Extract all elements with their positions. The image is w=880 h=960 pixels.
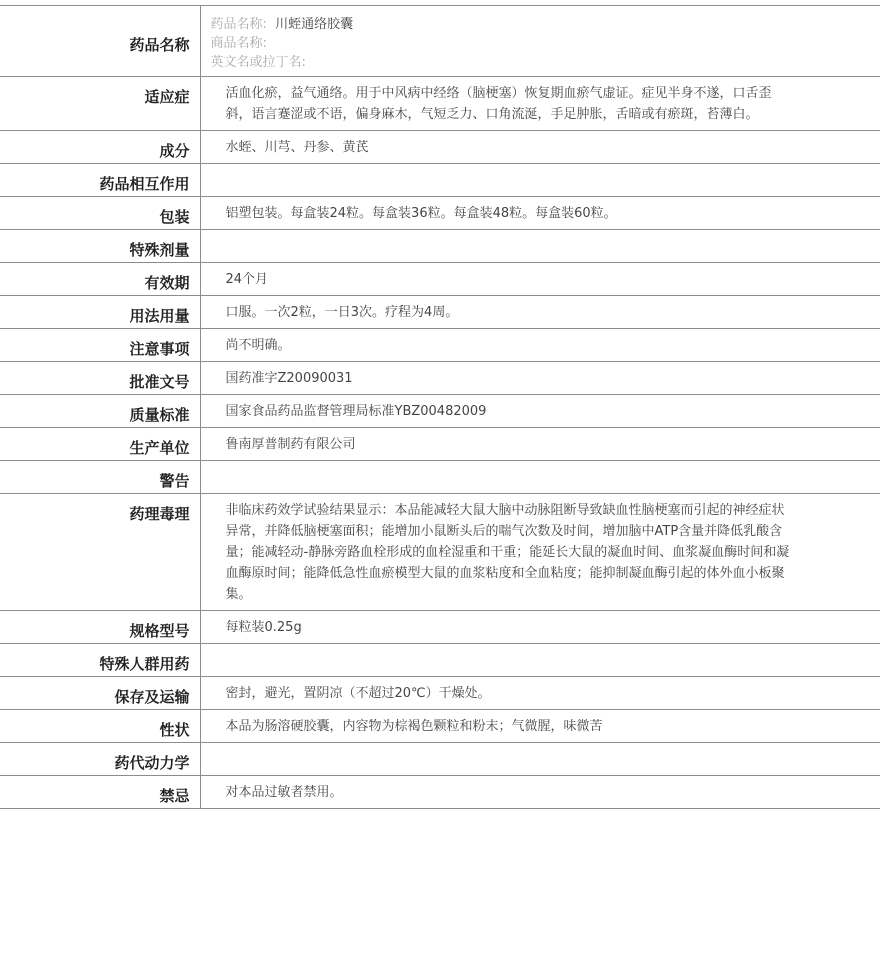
row-value: 每粒装0.25g xyxy=(225,620,302,635)
table-row xyxy=(0,494,880,611)
english-name-line xyxy=(211,53,791,72)
row-label: 适应症 xyxy=(0,77,200,131)
row-label: 注意事项 xyxy=(0,329,200,362)
row-value: 活血化瘀，益气通络。用于中风病中经络（脑梗塞）恢复期血瘀气虚证。症见半身不遂，口舌歪斜，语言蹇涩或不语，偏身麻木，气短乏力、口角流涎，手足肿胀，舌暗或有瘀斑，苔薄白。 xyxy=(225,86,772,122)
row-label: 批准文号 xyxy=(0,362,200,395)
row-value xyxy=(200,461,880,494)
trade-name-line xyxy=(211,34,791,53)
row-label: 药品名称 xyxy=(0,6,200,77)
drug-info-sheet xyxy=(0,5,880,809)
table-row xyxy=(0,743,880,776)
table-row xyxy=(0,710,880,743)
row-value: 国家食品药品监督管理局标准YBZ00482009 xyxy=(225,404,487,419)
table-row xyxy=(0,776,880,809)
row-value xyxy=(200,743,880,776)
table-row xyxy=(0,164,880,197)
row-value xyxy=(200,230,880,263)
table-row xyxy=(0,296,880,329)
row-value: 对本品过敏者禁用。 xyxy=(225,785,343,800)
row-label: 生产单位 xyxy=(0,428,200,461)
row-value: 口服。一次2粒，一日3次。疗程为4周。 xyxy=(225,305,459,320)
table-row xyxy=(0,263,880,296)
common-name-line xyxy=(211,15,791,34)
table-row xyxy=(0,77,880,131)
row-label: 禁忌 xyxy=(0,776,200,809)
row-label: 成分 xyxy=(0,131,200,164)
name-block xyxy=(200,6,880,77)
row-label: 用法用量 xyxy=(0,296,200,329)
table-row xyxy=(0,395,880,428)
row-value xyxy=(200,644,880,677)
row-value: 水蛭、川芎、丹参、黄芪 xyxy=(225,140,369,155)
row-value: 密封，避光，置阴凉（不超过20℃）干燥处。 xyxy=(225,686,491,701)
trade-name-label: 商品名称: xyxy=(210,36,267,51)
common-name-value: 川蛭通络胶囊 xyxy=(275,17,354,32)
row-value: 铝塑包装。每盒装24粒。每盒装36粒。每盒装48粒。每盒装60粒。 xyxy=(225,206,617,221)
row-label: 质量标准 xyxy=(0,395,200,428)
table-row xyxy=(0,131,880,164)
drug-info-table xyxy=(0,5,880,809)
row-label: 警告 xyxy=(0,461,200,494)
english-name-label: 英文名或拉丁名: xyxy=(210,55,306,70)
row-label: 有效期 xyxy=(0,263,200,296)
row-label: 药品相互作用 xyxy=(0,164,200,197)
row-label: 包装 xyxy=(0,197,200,230)
row-label: 药代动力学 xyxy=(0,743,200,776)
table-row xyxy=(0,197,880,230)
row-drug-name xyxy=(0,6,880,77)
row-label: 保存及运输 xyxy=(0,677,200,710)
table-row xyxy=(0,677,880,710)
row-value: 非临床药效学试验结果显示：本品能减轻大鼠大脑中动脉阻断导致缺血性脑梗塞而引起的神经症状异常，并降低脑梗塞面积；能增加小鼠断头后的喘气次数及时间，增加脑中ATP含量并降低乳酸含量；能减轻动-静脉旁路血栓形成的血栓湿重和干重；能延长大鼠的凝血时间、血浆凝血酶时间和凝血酶原时间；能降低急性血瘀模型大鼠的血浆粘度和全血粘度；能抑制凝血酶引起的体外血小板聚集。 xyxy=(225,503,790,602)
common-name-label: 药品名称: xyxy=(210,17,267,32)
table-row xyxy=(0,230,880,263)
table-row xyxy=(0,362,880,395)
row-label: 特殊剂量 xyxy=(0,230,200,263)
row-value: 24个月 xyxy=(225,272,269,287)
row-label: 规格型号 xyxy=(0,611,200,644)
row-label: 特殊人群用药 xyxy=(0,644,200,677)
row-value: 国药准字Z20090031 xyxy=(225,371,353,386)
table-row xyxy=(0,461,880,494)
table-row xyxy=(0,644,880,677)
row-label: 药理毒理 xyxy=(0,494,200,611)
table-row xyxy=(0,611,880,644)
row-value: 尚不明确。 xyxy=(225,338,291,353)
table-row xyxy=(0,428,880,461)
row-value: 本品为肠溶硬胶囊，内容物为棕褐色颗粒和粉末；气微腥，味微苦 xyxy=(225,719,603,734)
table-row xyxy=(0,329,880,362)
row-value xyxy=(200,164,880,197)
row-value: 鲁南厚普制药有限公司 xyxy=(225,437,356,452)
row-label: 性状 xyxy=(0,710,200,743)
